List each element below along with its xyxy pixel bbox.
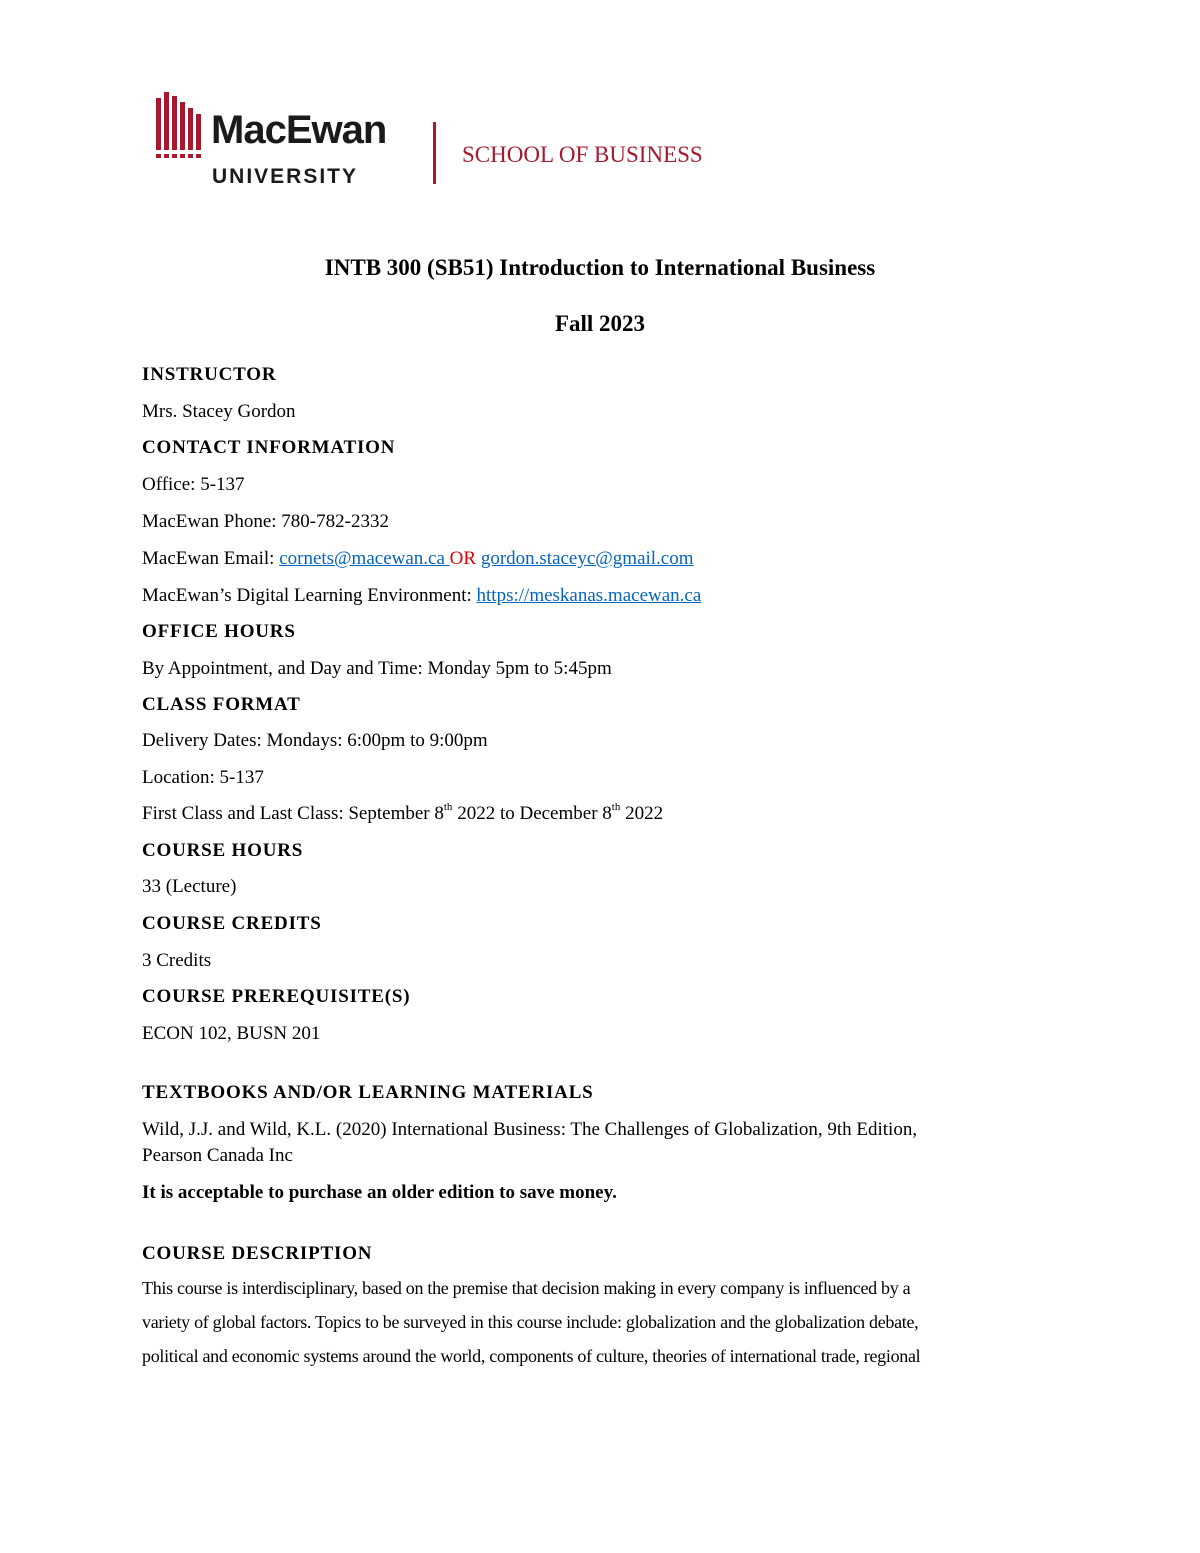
- email-secondary-link[interactable]: gordon.staceyc@gmail.com: [480, 548, 694, 569]
- description-heading: COURSE DESCRIPTION: [142, 1243, 373, 1264]
- dle-label: MacEwan’s Digital Learning Environment:: [142, 585, 477, 606]
- course-hours-heading: COURSE HOURS: [142, 840, 304, 861]
- macewan-crest-icon: [154, 92, 204, 164]
- phone-line: MacEwan Phone: 780-782-2332: [142, 511, 389, 532]
- dates-mid: 2022 to December 8: [452, 803, 612, 824]
- course-credits-heading: COURSE CREDITS: [142, 913, 322, 934]
- email-primary-link[interactable]: cornets@macewan.ca: [279, 548, 450, 569]
- dle-link[interactable]: https://meskanas.macewan.ca: [476, 585, 702, 606]
- textbook-note: It is acceptable to purchase an older edition to save money.: [142, 1182, 617, 1203]
- textbooks-heading: TEXTBOOKS AND/OR LEARNING MATERIALS: [142, 1082, 594, 1103]
- contact-heading: CONTACT INFORMATION: [142, 437, 396, 458]
- textbook-citation-line1: Wild, J.J. and Wild, K.L. (2020) International Business: The Challenges of Globalization, 9th Edition,: [142, 1119, 918, 1140]
- dates-prefix: First Class and Last Class: September 8: [142, 803, 444, 824]
- office-line: Office: 5-137: [142, 474, 245, 495]
- logo-divider: [433, 122, 436, 184]
- prerequisites-heading: COURSE PREREQUISITE(S): [142, 986, 411, 1007]
- email-line: [142, 549, 694, 568]
- office-hours-text: By Appointment, and Day and Time: Monday 5pm to 5:45pm: [142, 658, 612, 679]
- course-credits-text: 3 Credits: [142, 950, 212, 971]
- instructor-heading: INSTRUCTOR: [142, 364, 277, 385]
- logo-university: UNIVERSITY: [212, 165, 359, 188]
- description-line3: political and economic systems around the world, components of culture, theories of international trade, regional: [142, 1346, 921, 1366]
- textbook-citation-line2: Pearson Canada Inc: [142, 1145, 293, 1166]
- prerequisites-text: ECON 102, BUSN 201: [142, 1023, 321, 1044]
- class-format-heading: CLASS FORMAT: [142, 694, 301, 715]
- term-title: Fall 2023: [554, 311, 646, 336]
- location-line: Location: 5-137: [142, 767, 264, 788]
- description-line2: variety of global factors. Topics to be surveyed in this course include: globalization and the globalization debate,: [142, 1312, 919, 1332]
- dates-sup-last: th: [611, 801, 621, 813]
- logo-school-name: SCHOOL OF BUSINESS: [462, 142, 703, 167]
- delivery-line: Delivery Dates: Mondays: 6:00pm to 9:00pm: [142, 730, 488, 751]
- course-title: INTB 300 (SB51) Introduction to International Business: [324, 255, 876, 280]
- email-label: MacEwan Email:: [142, 548, 280, 569]
- email-or-text: OR: [449, 548, 481, 569]
- dates-suffix: 2022: [620, 803, 664, 824]
- logo-wordmark: MacEwan: [211, 108, 387, 152]
- description-line1: This course is interdisciplinary, based on the premise that decision making in every company is influenced by a: [142, 1278, 911, 1298]
- office-hours-heading: OFFICE HOURS: [142, 621, 296, 642]
- macewan-logo: [154, 92, 734, 192]
- dle-line: [142, 586, 701, 605]
- dates-sup-first: th: [443, 801, 453, 813]
- course-hours-text: 33 (Lecture): [142, 876, 237, 897]
- class-dates-line: [142, 801, 664, 824]
- description-text: [142, 1271, 1042, 1373]
- instructor-name: Mrs. Stacey Gordon: [142, 401, 296, 422]
